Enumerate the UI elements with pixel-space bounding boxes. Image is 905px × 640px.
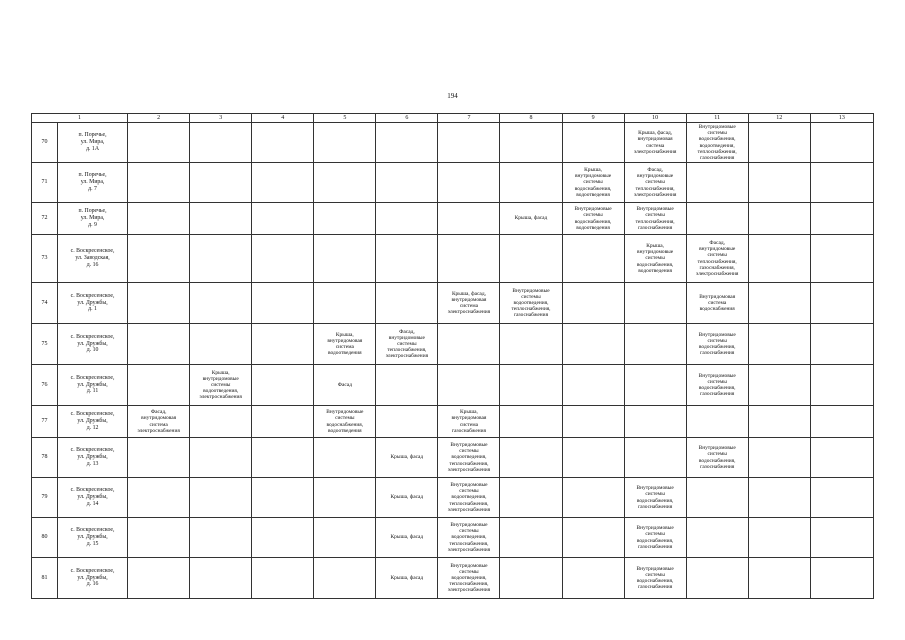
- work-cell: [810, 123, 873, 163]
- work-cell: [562, 406, 624, 438]
- work-cell: Внутридомовые системы водоснабжения, газоснабжения: [686, 438, 748, 478]
- work-cell: [128, 558, 190, 599]
- work-cell: [686, 163, 748, 203]
- address-cell: с. Воскресенское, ул. Дружбы, д. 10: [58, 324, 128, 365]
- work-cell: [128, 438, 190, 478]
- row-number: 76: [32, 365, 58, 406]
- table-row: [32, 163, 874, 203]
- work-cell: [376, 163, 438, 203]
- work-cell: [500, 123, 562, 163]
- work-cell: [748, 203, 810, 235]
- work-cell: [748, 324, 810, 365]
- work-cell: [314, 558, 376, 599]
- work-cell: [128, 203, 190, 235]
- table-row: [32, 203, 874, 235]
- table-row: [32, 438, 874, 478]
- work-cell: [624, 406, 686, 438]
- table-row: [32, 324, 874, 365]
- work-cell: [252, 438, 314, 478]
- work-cell: [500, 558, 562, 599]
- work-cell: [500, 478, 562, 518]
- table-row: [32, 406, 874, 438]
- address-cell: с. Воскресенское, ул. Дружбы, д. 15: [58, 518, 128, 558]
- work-cell: [128, 478, 190, 518]
- work-cell: Фасад, внутридомовая система электроснабжения: [128, 406, 190, 438]
- work-cell: Внутридомовые системы водоснабжения, газоснабжения: [624, 518, 686, 558]
- address-cell: с. Воскресенское, ул. Дружбы, д. 1: [58, 283, 128, 324]
- work-cell: [686, 558, 748, 599]
- work-cell: Крыша, внутридомовые системы водоснабжения, водоотведения: [562, 163, 624, 203]
- work-cell: [314, 478, 376, 518]
- work-cell: [252, 478, 314, 518]
- work-cell: [128, 283, 190, 324]
- table-row: [32, 283, 874, 324]
- work-cell: Фасад, внутридомовые системы теплоснабжения, газоснабжения, электроснабжения: [686, 235, 748, 283]
- work-cell: [190, 235, 252, 283]
- column-header: 5: [314, 114, 376, 123]
- row-number: 79: [32, 478, 58, 518]
- work-cell: [748, 478, 810, 518]
- table-row: [32, 558, 874, 599]
- row-number: 80: [32, 518, 58, 558]
- column-header: 4: [252, 114, 314, 123]
- column-header: 10: [624, 114, 686, 123]
- work-cell: [128, 518, 190, 558]
- address-cell: с. Воскресенское, ул. Дружбы, д. 16: [58, 558, 128, 599]
- work-cell: Внутридомовые системы водоснабжения, газоснабжения: [624, 558, 686, 599]
- row-number: 81: [32, 558, 58, 599]
- work-cell: Крыша, внутридомовая система газоснабжения: [438, 406, 500, 438]
- work-cell: [748, 163, 810, 203]
- work-cell: [128, 324, 190, 365]
- work-cell: [810, 406, 873, 438]
- work-cell: Внутридомовые системы водоснабжения, газоснабжения: [686, 324, 748, 365]
- row-number: 71: [32, 163, 58, 203]
- work-cell: [500, 324, 562, 365]
- work-cell: Крыша, фасад: [376, 558, 438, 599]
- work-cell: [314, 203, 376, 235]
- work-cell: Внутридомовая система водоснабжения: [686, 283, 748, 324]
- work-cell: Крыша, фасад: [500, 203, 562, 235]
- column-header: 8: [500, 114, 562, 123]
- work-cell: Внутридомовые системы водоотведения, теплоснабжения, электроснабжения: [438, 478, 500, 518]
- work-cell: Внутридомовые системы водоснабжения, водоотведения: [562, 203, 624, 235]
- work-cell: [810, 324, 873, 365]
- work-cell: [376, 365, 438, 406]
- work-cell: [748, 518, 810, 558]
- row-number: 70: [32, 123, 58, 163]
- work-cell: [810, 283, 873, 324]
- work-cell: [314, 163, 376, 203]
- repair-schedule-table: [31, 113, 874, 599]
- work-cell: [252, 406, 314, 438]
- work-cell: [810, 558, 873, 599]
- table-header-row: [32, 114, 874, 123]
- work-cell: [190, 558, 252, 599]
- work-cell: [500, 235, 562, 283]
- work-cell: [686, 518, 748, 558]
- work-cell: [438, 203, 500, 235]
- work-cell: [562, 558, 624, 599]
- work-cell: [624, 365, 686, 406]
- work-cell: Внутридомовые системы теплоснабжения, газоснабжения: [624, 203, 686, 235]
- work-cell: [748, 235, 810, 283]
- work-cell: [748, 123, 810, 163]
- table-row: [32, 518, 874, 558]
- address-cell: с. Воскресенское, ул. Дружбы, д. 13: [58, 438, 128, 478]
- work-cell: [190, 203, 252, 235]
- work-cell: [314, 123, 376, 163]
- work-cell: [128, 123, 190, 163]
- address-cell: с. Воскресенское, ул. Заводская, д. 16: [58, 235, 128, 283]
- work-cell: [376, 203, 438, 235]
- work-cell: Внутридомовые системы водоснабжения, водоотведения, теплоснабжения, газоснабжения: [686, 123, 748, 163]
- work-cell: [252, 163, 314, 203]
- column-header: 6: [376, 114, 438, 123]
- work-cell: [748, 438, 810, 478]
- work-cell: [624, 283, 686, 324]
- table-row: [32, 235, 874, 283]
- work-cell: [562, 283, 624, 324]
- work-cell: [190, 163, 252, 203]
- work-cell: [686, 406, 748, 438]
- table-row: [32, 365, 874, 406]
- work-cell: Внутридомовые системы водоотведения, теплоснабжения, электроснабжения: [438, 438, 500, 478]
- work-cell: [252, 518, 314, 558]
- work-cell: [252, 235, 314, 283]
- work-cell: [562, 518, 624, 558]
- work-cell: [438, 163, 500, 203]
- work-cell: [748, 365, 810, 406]
- work-cell: [562, 365, 624, 406]
- table-row: [32, 123, 874, 163]
- work-cell: [252, 203, 314, 235]
- work-cell: Крыша, внутридомовая система водоотведения: [314, 324, 376, 365]
- work-cell: [624, 438, 686, 478]
- work-cell: Внутридомовые системы водоснабжения, водоотведения: [314, 406, 376, 438]
- work-cell: Внутридомовые системы водоснабжения, газоснабжения: [686, 365, 748, 406]
- work-cell: [190, 324, 252, 365]
- page-number: 194: [447, 92, 458, 100]
- work-cell: [686, 203, 748, 235]
- work-cell: Крыша, фасад, внутридомовая система электроснабжения: [624, 123, 686, 163]
- work-cell: [562, 235, 624, 283]
- work-cell: [190, 518, 252, 558]
- work-cell: [190, 438, 252, 478]
- row-number: 72: [32, 203, 58, 235]
- address-cell: п. Поречье, ул. Мира, д. 9: [58, 203, 128, 235]
- work-cell: [562, 478, 624, 518]
- work-cell: Внутридомовые системы водоотведения, теплоснабжения, электроснабжения: [438, 518, 500, 558]
- work-cell: [500, 163, 562, 203]
- work-cell: Крыша, фасад, внутридомовая система электроснабжения: [438, 283, 500, 324]
- column-header: 3: [190, 114, 252, 123]
- work-cell: Крыша, внутридомовые системы водоотведения, электроснабжения: [190, 365, 252, 406]
- column-header: 9: [562, 114, 624, 123]
- work-cell: [190, 123, 252, 163]
- column-header: 2: [128, 114, 190, 123]
- column-header: 13: [810, 114, 873, 123]
- work-cell: [748, 558, 810, 599]
- address-cell: п. Поречье, ул. Мира, д. 7: [58, 163, 128, 203]
- work-cell: [128, 235, 190, 283]
- work-cell: [376, 123, 438, 163]
- work-cell: [252, 324, 314, 365]
- work-cell: [128, 163, 190, 203]
- work-cell: [500, 406, 562, 438]
- work-cell: [438, 365, 500, 406]
- column-header: 12: [748, 114, 810, 123]
- work-cell: Крыша, фасад: [376, 438, 438, 478]
- row-number: 73: [32, 235, 58, 283]
- work-cell: [128, 365, 190, 406]
- row-number: 74: [32, 283, 58, 324]
- work-cell: [438, 235, 500, 283]
- work-cell: Фасад: [314, 365, 376, 406]
- work-cell: [190, 283, 252, 324]
- table-row: [32, 478, 874, 518]
- work-cell: [810, 438, 873, 478]
- work-cell: Крыша, фасад: [376, 518, 438, 558]
- work-cell: [314, 438, 376, 478]
- address-cell: с. Воскресенское, ул. Дружбы, д. 11: [58, 365, 128, 406]
- work-cell: Внутридомовые системы водоснабжения, газоснабжения: [624, 478, 686, 518]
- work-cell: Внутридомовые системы водоотведения, теплоснабжения, электроснабжения: [438, 558, 500, 599]
- work-cell: [190, 406, 252, 438]
- work-cell: [686, 478, 748, 518]
- work-cell: [810, 518, 873, 558]
- work-cell: [314, 518, 376, 558]
- row-number: 75: [32, 324, 58, 365]
- work-cell: [252, 123, 314, 163]
- work-cell: [438, 123, 500, 163]
- work-cell: [562, 123, 624, 163]
- row-number: 77: [32, 406, 58, 438]
- work-cell: [748, 283, 810, 324]
- address-cell: с. Воскресенское, ул. Дружбы, д. 12: [58, 406, 128, 438]
- work-cell: [748, 406, 810, 438]
- column-header: 1: [32, 114, 128, 123]
- work-cell: [314, 235, 376, 283]
- work-cell: Фасад, внутридомовые системы теплоснабжения, электроснабжения: [624, 163, 686, 203]
- work-cell: [810, 203, 873, 235]
- work-cell: [438, 324, 500, 365]
- work-cell: Крыша, фасад: [376, 478, 438, 518]
- work-cell: [500, 518, 562, 558]
- work-cell: [252, 283, 314, 324]
- row-number: 78: [32, 438, 58, 478]
- work-cell: [810, 478, 873, 518]
- work-cell: [562, 438, 624, 478]
- address-cell: п. Поречье, ул. Мира, д. 1А: [58, 123, 128, 163]
- column-header: 7: [438, 114, 500, 123]
- work-cell: [252, 365, 314, 406]
- work-cell: [810, 235, 873, 283]
- work-cell: [810, 365, 873, 406]
- work-cell: [810, 163, 873, 203]
- work-cell: [500, 438, 562, 478]
- work-cell: [376, 235, 438, 283]
- work-cell: [500, 365, 562, 406]
- work-cell: Крыша, внутридомовые системы водоснабжения, водоотведения: [624, 235, 686, 283]
- work-cell: [562, 324, 624, 365]
- work-cell: [376, 406, 438, 438]
- work-cell: Внутридомовые системы водоотведения, теплоснабжения, газоснабжения: [500, 283, 562, 324]
- work-cell: [190, 478, 252, 518]
- work-cell: [252, 558, 314, 599]
- work-cell: [376, 283, 438, 324]
- address-cell: с. Воскресенское, ул. Дружбы, д. 14: [58, 478, 128, 518]
- work-cell: [624, 324, 686, 365]
- work-cell: Фасад, внутридомовые системы теплоснабжения, электроснабжения: [376, 324, 438, 365]
- work-cell: [314, 283, 376, 324]
- column-header: 11: [686, 114, 748, 123]
